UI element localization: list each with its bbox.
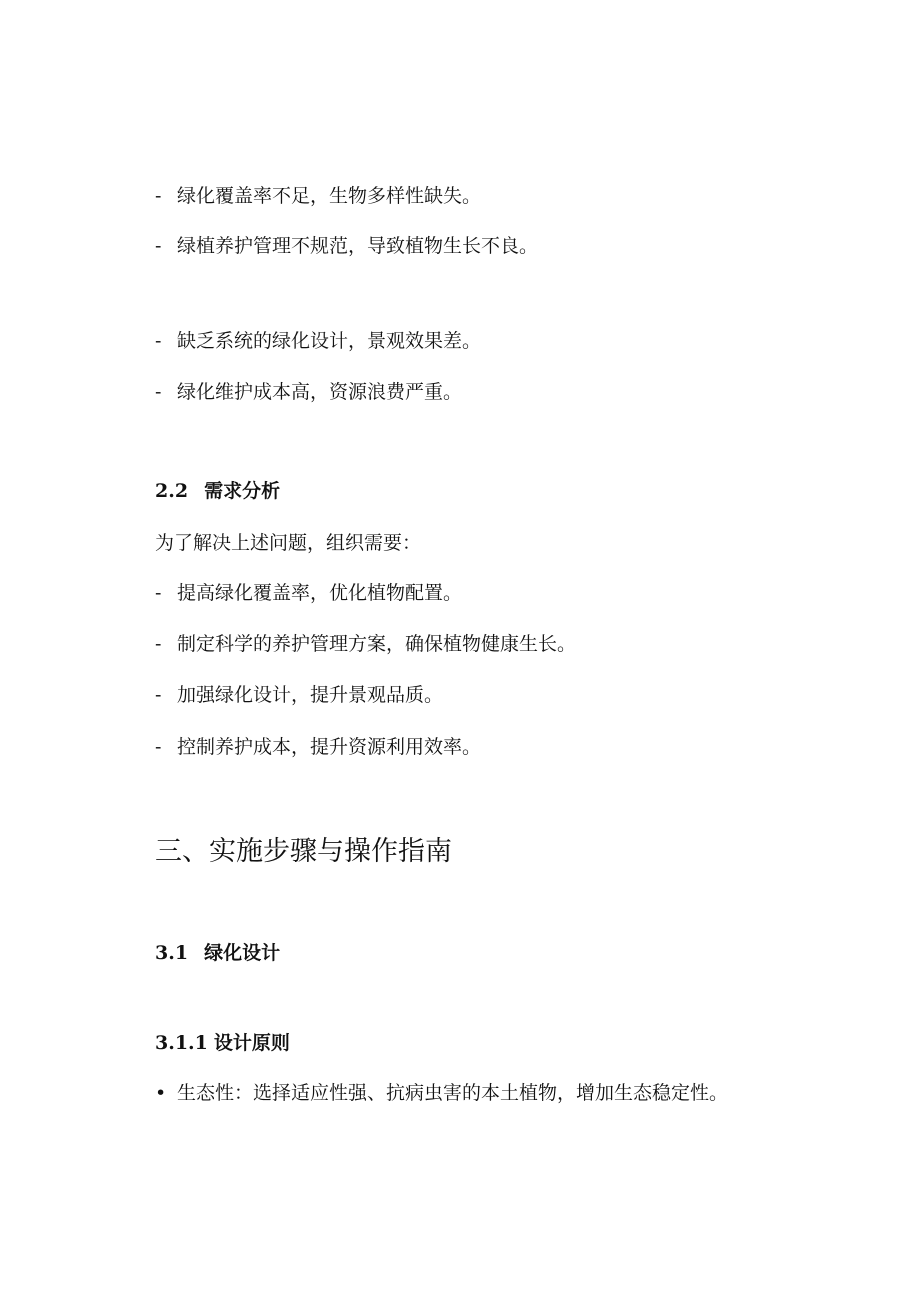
problem-item-4 [155, 379, 462, 405]
dash-marker: - [155, 235, 162, 257]
need-text: 制定科学的养护管理方案，确保植物健康生长。 [177, 633, 577, 655]
dash-marker: - [155, 381, 162, 403]
problem-item-2 [155, 233, 538, 259]
section-heading-3-1-1 [155, 1030, 290, 1056]
section-heading-3-1 [155, 940, 280, 966]
need-text: 控制养护成本，提升资源利用效率。 [177, 736, 482, 758]
problem-text: 绿植养护管理不规范，导致植物生长不良。 [177, 235, 539, 257]
section-intro: 为了解决上述问题，组织需要： [155, 532, 422, 554]
dash-marker: - [155, 185, 162, 207]
dash-marker: - [155, 736, 162, 758]
need-item-1 [155, 580, 462, 606]
need-text: 提高绿化覆盖率，优化植物配置。 [177, 582, 463, 604]
dash-marker: - [155, 633, 162, 655]
need-text: 加强绿化设计，提升景观品质。 [177, 684, 444, 706]
section-heading-2-2 [155, 478, 280, 504]
problem-text: 缺乏系统的绿化设计，景观效果差。 [177, 330, 482, 352]
section-title: 需求分析 [204, 480, 281, 502]
chapter-heading-3: 三、实施步骤与操作指南 [155, 836, 452, 867]
section-number: 3.1 [155, 942, 189, 964]
bullet-marker: • [155, 1082, 167, 1104]
principle-item-1 [155, 1080, 728, 1106]
need-item-4 [155, 734, 481, 760]
problem-text: 绿化覆盖率不足，生物多样性缺失。 [177, 185, 482, 207]
dash-marker: - [155, 330, 162, 352]
principle-text: 生态性：选择适应性强、抗病虫害的本土植物，增加生态稳定性。 [177, 1082, 729, 1104]
section-number: 2.2 [155, 480, 189, 502]
problem-item-1 [155, 183, 481, 209]
section-number: 3.1.1 [155, 1032, 208, 1054]
dash-marker: - [155, 684, 162, 706]
section-title: 设计原则 [213, 1032, 290, 1054]
need-item-3 [155, 682, 443, 708]
dash-marker: - [155, 582, 162, 604]
section-title: 绿化设计 [204, 942, 281, 964]
need-item-2 [155, 631, 576, 657]
problem-text: 绿化维护成本高，资源浪费严重。 [177, 381, 463, 403]
problem-item-3 [155, 328, 481, 354]
